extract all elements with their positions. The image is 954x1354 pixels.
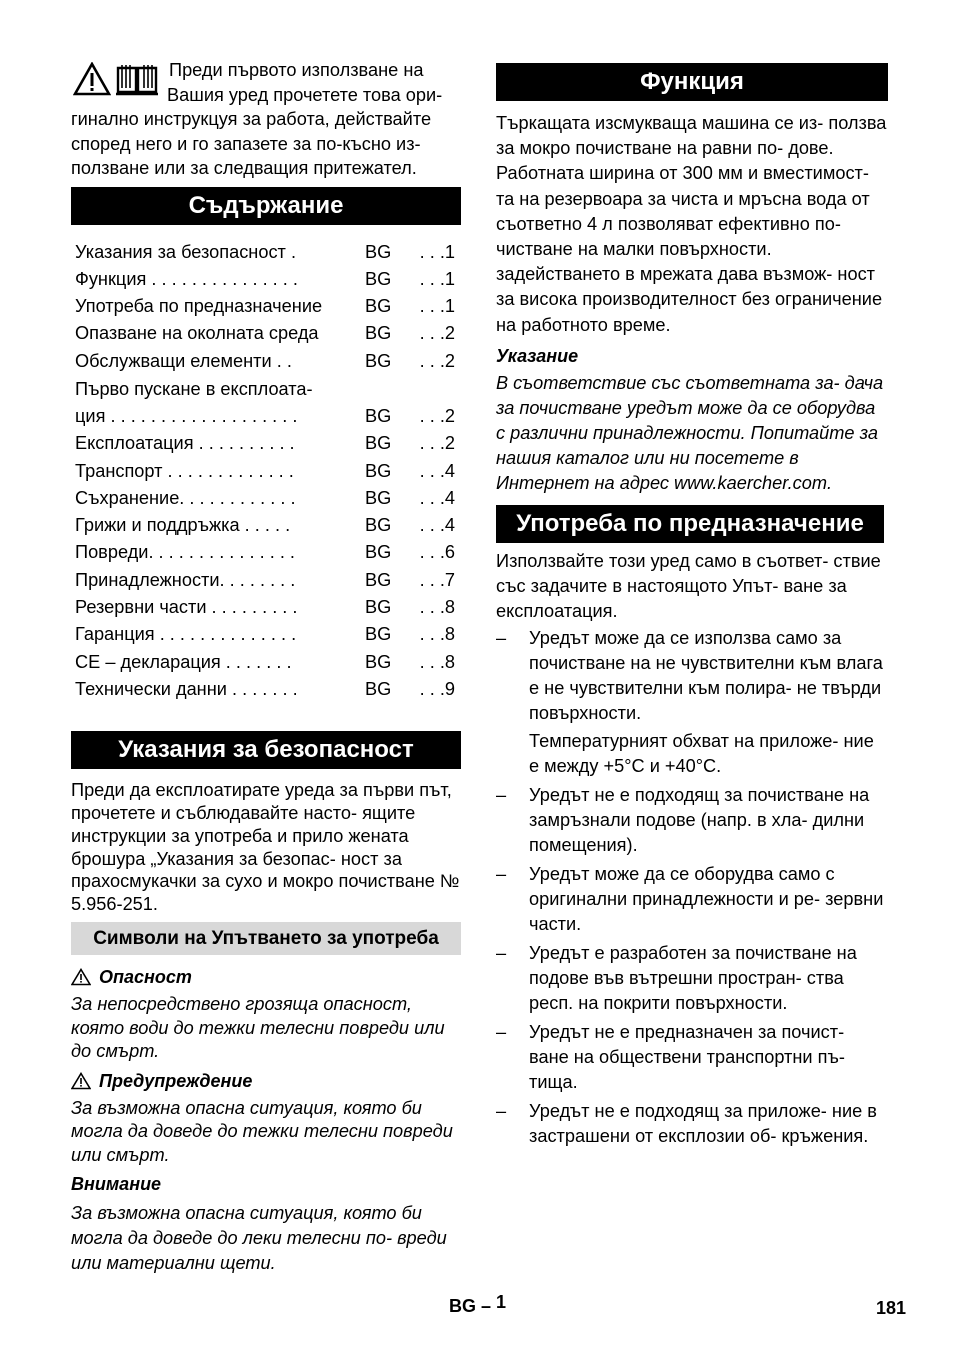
toc-entry-lang [365, 375, 409, 403]
danger-text: За непосредствено грозяща опасност, която води до тежки телесни повреди или до смърт. [71, 994, 445, 1062]
toc-entry-page: . . .8 [419, 624, 455, 645]
safety-text: Преди да експлоатирате уреда за първи път, прочетете и съблюдавайте насто- ящите инструкции за употреба и прило жената брошура „Указания за безопас- ност за прахосмукачки за сухо и мокро почистване № 5.956-251. [71, 780, 460, 915]
usage-intro: Използвайте този уред само в съответ- ствие със задачите в настоящото Упът- ване за експлоатация. [496, 550, 881, 621]
intro-icons [73, 62, 159, 96]
note-label: Указание [496, 345, 579, 366]
toc-entry-page: . . .2 [419, 433, 455, 454]
toc-entry[interactable] [75, 430, 455, 457]
note-text: В съответствие със съответната за- дача за почистване уредът може да се оборудва с различни принадлежности. Попитайте за нашия каталог или ни посетете в Интернет на адрес www.kaercher.com. [496, 372, 884, 493]
list-item [496, 862, 888, 937]
footer-section-page: 1 [496, 1292, 507, 1312]
toc-entry-lang: BG [365, 405, 392, 426]
usage-heading: Употреба по предназначение [496, 505, 884, 543]
caution-label: Внимание [71, 1174, 162, 1195]
toc-entry-lang: BG [365, 460, 392, 481]
toc-entry[interactable] [75, 539, 455, 566]
list-item [496, 626, 888, 726]
toc-entry-lang: BG [365, 296, 392, 317]
list-item-text: Уредът не е подходящ за почистване на замръзнали подове (напр. в хла- дилни помещения). [529, 784, 870, 855]
toc-entry-lang: BG [365, 569, 392, 590]
list-dash: – [496, 863, 507, 884]
toc-entry-page: . . .6 [419, 542, 455, 563]
toc-entry-title: Резервни части . . . . . . . . . [75, 597, 298, 618]
list-item-text: Уредът е разработен за почистване на подове във вътрешни простран- ства респ. на покрити повърхности. [529, 942, 857, 1013]
intro-notice [71, 58, 461, 181]
toc-entry-page: . . .4 [419, 460, 455, 481]
footer-section: BG [449, 1296, 476, 1316]
list-item [496, 1099, 888, 1149]
toc-entry-lang: BG [365, 597, 392, 618]
toc-entry-title: CE – декларация . . . . . . . [75, 651, 292, 672]
list-item-text: Уредът не е предназначен за почист- ване на обществени транспортни пъ- тища. [529, 1021, 845, 1092]
toc-entry-lang: BG [365, 624, 392, 645]
toc-entry[interactable] [75, 293, 455, 320]
toc-entry-lang: BG [365, 651, 392, 672]
toc-entry-title: Употреба по предназначение [75, 296, 323, 317]
function-p2: Работната ширина от 300 мм и вместимост- та на резервоара за чиста и мръсна вода от съответно 4 л позволяват ефективно по- чистване на малки повърхности. [496, 163, 870, 260]
toc-entry-lang: BG [365, 323, 392, 344]
toc-heading: Съдържание [71, 187, 461, 225]
toc-entry[interactable] [75, 348, 455, 375]
toc-entry[interactable] [75, 512, 455, 539]
page-number: 181 [876, 1298, 907, 1318]
list-item-text: Уредът не е подходящ за приложе- ние в застрашени от експлозии об- кръжения. [529, 1100, 877, 1146]
list-dash: – [496, 784, 507, 805]
toc-entry-page: . . .2 [419, 323, 455, 344]
toc-entry-lang: BG [365, 268, 392, 289]
toc-entry-page: . . .4 [419, 515, 455, 536]
toc-entry-page: . . .1 [419, 296, 455, 317]
left-column [71, 58, 461, 1276]
usage-list [496, 626, 888, 1149]
toc-entry-title: Опазване на околната среда [75, 323, 319, 344]
intro-line-2: Вашия уред прочетете това ори- [167, 84, 443, 105]
toc-entry-lang: BG [365, 487, 392, 508]
toc-entry-lang: BG [365, 678, 392, 699]
toc-entry[interactable] [75, 403, 455, 430]
toc-entry[interactable] [75, 649, 455, 676]
toc-entry[interactable] [75, 375, 455, 403]
toc-entry[interactable] [75, 458, 455, 485]
function-p3: задействането в мрежата дава възмож- ност за висока производителност без ограничение на работното време. [496, 264, 883, 335]
toc-entry[interactable] [75, 239, 455, 266]
list-dash: – [496, 942, 507, 963]
function-heading: Функция [496, 63, 888, 101]
toc-entry[interactable] [75, 266, 455, 293]
toc-entry-page: . . .1 [419, 268, 455, 289]
footer-dash: – [481, 1296, 492, 1316]
warning-text: За възможна опасна ситуация, която би могла да доведе до тежки телесни повреди или смърт. [71, 1097, 453, 1165]
function-p1: Търкащата изсмукваща машина се из- ползва за мокро почистване на равни по- дове. [496, 113, 887, 159]
right-column [496, 63, 888, 1149]
toc-entry[interactable] [75, 567, 455, 594]
toc-entry[interactable] [75, 621, 455, 648]
intro-rest: гинално инструкцуя за работа, действайте според него и го запазете за по-късно из- ползване или за следващия притежател. [71, 109, 432, 178]
toc-entry-title: Гаранция . . . . . . . . . . . . . . [75, 624, 297, 645]
table-of-contents [75, 239, 455, 704]
toc-entry-page: . . .8 [419, 597, 455, 618]
list-dash: – [496, 1100, 507, 1121]
toc-entry-lang: BG [365, 515, 392, 536]
toc-entry-page: . . .8 [419, 651, 455, 672]
list-item-text: Уредът може да се оборудва само с оригинални принадлежности и ре- зервни части. [529, 863, 884, 934]
list-item-text: Уредът може да се използва само за почистване на не чувствителни към влага е не чувствителни към полира- не твърди повърхности. [529, 627, 883, 723]
toc-entry-page: . . .9 [419, 678, 455, 699]
toc-entry-page: . . .4 [419, 487, 455, 508]
toc-entry-page [409, 375, 455, 403]
toc-entry[interactable] [75, 485, 455, 512]
toc-entry-title: Транспорт . . . . . . . . . . . . . [75, 460, 294, 481]
caution-text: За възможна опасна ситуация, която би могла да доведе до леки телесни по- вреди или материални щети. [71, 1203, 447, 1274]
toc-entry-title: Съхранение. . . . . . . . . . . . [75, 487, 296, 508]
toc-entry-title: Първо пускане в експлоата- [75, 378, 313, 399]
warning-small-triangle-icon [71, 1072, 91, 1090]
toc-entry-lang: BG [365, 350, 392, 371]
toc-entry-title: Грижи и поддръжка . . . . . [75, 515, 291, 536]
toc-entry-page: . . .2 [419, 350, 455, 371]
list-item [496, 783, 888, 858]
toc-entry[interactable] [75, 594, 455, 621]
warning-triangle-icon [73, 62, 111, 96]
toc-entry-page: . . .2 [419, 405, 455, 426]
toc-entry[interactable] [75, 676, 455, 703]
toc-entry[interactable] [75, 320, 455, 347]
list-dash: – [496, 1021, 507, 1042]
footer-section-ref [449, 1292, 507, 1317]
toc-entry-title: Указания за безопасност . [75, 241, 296, 262]
toc-entry-lang: BG [365, 542, 392, 563]
list-item [496, 1020, 888, 1095]
toc-entry-title: Повреди. . . . . . . . . . . . . . . [75, 542, 295, 563]
list-item [496, 941, 888, 1016]
toc-entry-title: Обслужващи елементи . . [75, 350, 292, 371]
toc-entry-page: . . .1 [419, 241, 455, 262]
toc-entry-lang: BG [365, 433, 392, 454]
manual-book-icon [115, 62, 159, 96]
danger-label-row [71, 965, 461, 989]
warning-label-row [71, 1069, 461, 1093]
toc-entry-title: Експлоатация . . . . . . . . . . [75, 433, 295, 454]
safety-heading: Указания за безопасност [71, 731, 461, 769]
list-dash: – [496, 627, 507, 648]
toc-entry-title: Принадлежности. . . . . . . . [75, 569, 296, 590]
danger-label: Опасност [99, 967, 192, 988]
toc-entry-page: . . .7 [419, 569, 455, 590]
danger-triangle-icon [71, 968, 91, 986]
toc-entry-lang: BG [365, 241, 392, 262]
toc-entry-title: Технически данни . . . . . . . [75, 678, 298, 699]
warning-label: Предупреждение [99, 1070, 253, 1091]
intro-line-1: Преди първото използване на [169, 60, 424, 80]
symbols-heading: Символи на Упътването за употреба [71, 922, 461, 955]
toc-entry-title: Функция . . . . . . . . . . . . . . . [75, 268, 298, 289]
toc-entry-title: ция . . . . . . . . . . . . . . . . . . . [75, 405, 298, 426]
temperature-note: Температурният обхват на приложе- ние е между +5°C и +40°C. [529, 730, 874, 776]
